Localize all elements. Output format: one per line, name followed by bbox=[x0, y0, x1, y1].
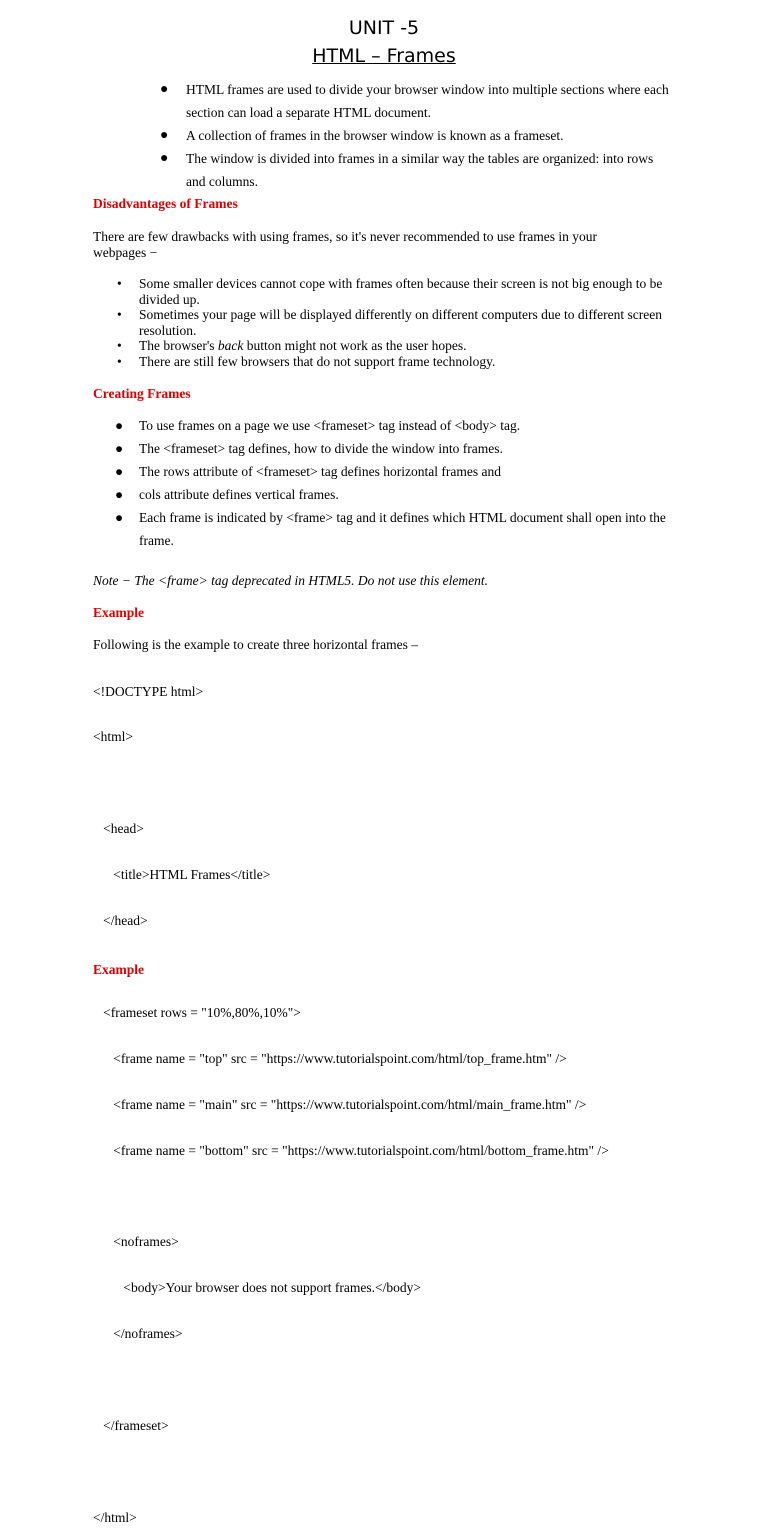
code-line: <frameset rows = "10%,80%,10%"> bbox=[93, 1004, 301, 1020]
bullet-icon: ● bbox=[115, 441, 124, 456]
example-intro: Following is the example to create three horizontal frames – bbox=[93, 637, 419, 652]
bullet-icon: ● bbox=[160, 151, 169, 166]
list-item: ● The window is divided into frames in a similar way the tables are organized: into rows and columns. bbox=[0, 147, 676, 193]
creating-list bbox=[0, 414, 679, 552]
code-line: <frame name = "top" src = "https://www.tutorialspoint.com/html/top_frame.htm" /> bbox=[93, 1050, 567, 1066]
code-line: <frame name = "bottom" src = "https://www.tutorialspoint.com/html/bottom_frame.htm" /> bbox=[93, 1142, 609, 1158]
section-heading-example: Example bbox=[93, 605, 145, 620]
code-line bbox=[93, 1372, 609, 1387]
code-line: <noframes> bbox=[93, 1234, 179, 1250]
code-line bbox=[93, 1464, 609, 1479]
bullet-icon: ● bbox=[160, 128, 169, 143]
deprecation-note: Note − The <frame> tag deprecated in HTML5. Do not use this element. bbox=[93, 573, 489, 588]
code-line: <title>HTML Frames</title> bbox=[93, 867, 271, 883]
bullet-icon: • bbox=[117, 338, 122, 353]
list-item: • Sometimes your page will be displayed differently on different computers due to different screen resolution. bbox=[117, 307, 662, 338]
code-line: <html> bbox=[93, 729, 133, 745]
code-line: </noframes> bbox=[93, 1326, 183, 1342]
section-heading-example-2: Example bbox=[93, 962, 145, 977]
list-item: ● Each frame is indicated by <frame> tag and it defines which HTML document shall open into the frame. bbox=[0, 506, 679, 552]
code-line: <frame name = "main" src = "https://www.tutorialspoint.com/html/main_frame.htm" /> bbox=[93, 1096, 587, 1112]
bullet-icon: • bbox=[117, 307, 122, 322]
bullet-icon: ● bbox=[115, 464, 124, 479]
list-item: ● A collection of frames in the browser window is known as a frameset. bbox=[0, 124, 676, 147]
list-item: • There are still few browsers that do not support frame technology. bbox=[117, 353, 496, 369]
code-line: <body>Your browser does not support frames.</body> bbox=[93, 1280, 421, 1296]
list-item: ● HTML frames are used to divide your browser window into multiple sections where each section can load a separate HTML document. bbox=[0, 78, 676, 124]
disadvantages-list bbox=[0, 276, 679, 369]
unit-title: UNIT -5 bbox=[348, 17, 420, 39]
code-line bbox=[93, 1188, 609, 1203]
list-item: ● To use frames on a page we use <frameset> tag instead of <body> tag. bbox=[0, 414, 679, 437]
bullet-icon: • bbox=[117, 276, 122, 291]
bullet-icon: ● bbox=[115, 418, 124, 433]
code-line bbox=[93, 959, 609, 974]
section-heading-disadvantages: Disadvantages of Frames bbox=[93, 196, 238, 211]
list-item: ● cols attribute defines vertical frames. bbox=[0, 483, 679, 506]
code-block bbox=[93, 653, 609, 1540]
disadvantages-intro: There are few drawbacks with using frames, so it's never recommended to use frames in your webpages − bbox=[93, 229, 598, 260]
bullet-icon: • bbox=[117, 353, 122, 369]
intro-bullet-list bbox=[0, 78, 676, 193]
bullet-icon: ● bbox=[160, 82, 169, 97]
code-line bbox=[93, 775, 609, 790]
page-title: HTML – Frames bbox=[312, 45, 456, 67]
code-line: </head> bbox=[93, 913, 148, 929]
list-item: • The browser's back button might not work as the user hopes. bbox=[117, 338, 467, 353]
code-line: </frameset> bbox=[93, 1417, 169, 1433]
code-line: </html> bbox=[93, 1509, 137, 1525]
code-line: <head> bbox=[93, 821, 144, 837]
list-item: • Some smaller devices cannot cope with frames often because their screen is not big enough to be divided up. bbox=[117, 276, 663, 307]
section-heading-creating: Creating Frames bbox=[93, 386, 191, 401]
list-item: ● The <frameset> tag defines, how to divide the window into frames. bbox=[0, 437, 679, 460]
code-line: <!DOCTYPE html> bbox=[93, 683, 204, 699]
bullet-icon: ● bbox=[115, 487, 124, 502]
bullet-icon: ● bbox=[115, 510, 124, 525]
list-item: ● The rows attribute of <frameset> tag defines horizontal frames and bbox=[0, 460, 679, 483]
